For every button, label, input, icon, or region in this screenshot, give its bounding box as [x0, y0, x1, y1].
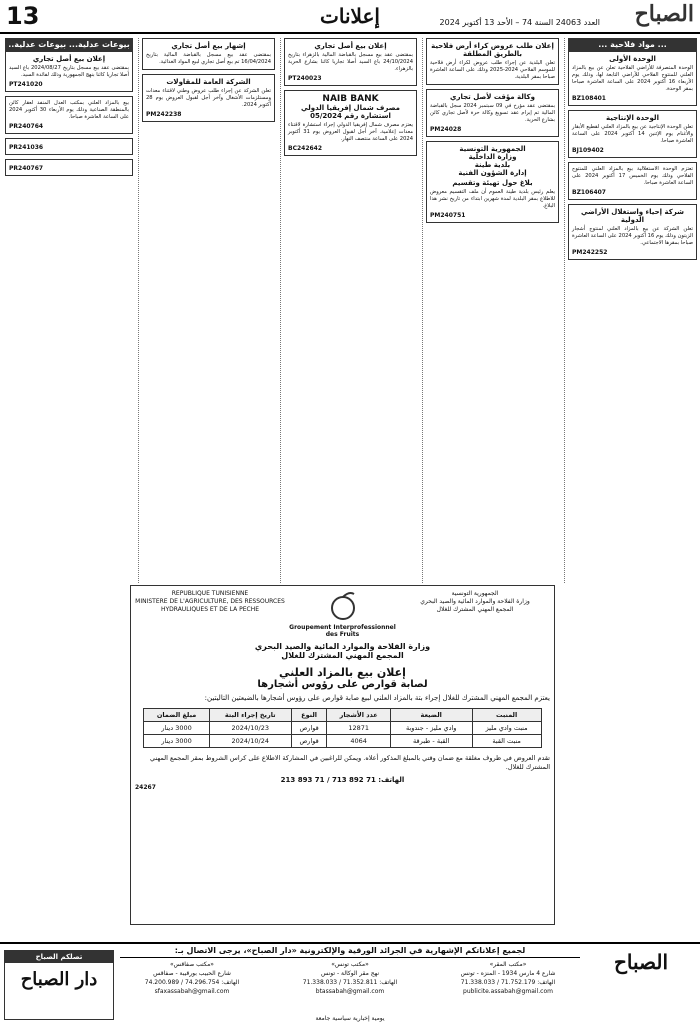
ad-ref: PM240751 [430, 212, 466, 219]
ad-title: إشهار بيع أصل تجاري [171, 42, 246, 50]
table-cell: قوارص [291, 735, 327, 748]
masthead [0, 0, 700, 34]
ad-ministry: وزارة الفلاحة والموارد المائية والصيد البحري المجمع المهني المشترك للغلال [254, 642, 431, 660]
ad-block [5, 96, 133, 134]
ad-block [5, 51, 133, 92]
gif-logo [288, 590, 398, 638]
ad-block [568, 110, 697, 158]
ad-block [568, 204, 697, 260]
office-hq: «مكتب المقر» شارع 4 مارس 1934 - المنزه - تونس الهاتف: 71.752.179 / 71.338.033 publicite.assabah@gmail.com [460, 961, 556, 995]
ad-subtitle: لصابة قوارص على رؤوس أشجارها [257, 679, 428, 690]
promo-bar: تصلكم الصباح [5, 951, 113, 963]
table-row [144, 735, 541, 748]
ad-block [568, 162, 697, 200]
ad-title: شركة إحياء واستغلال الأراضي الدولية [580, 208, 685, 224]
table-header: عدد الأشجار [327, 709, 390, 722]
bank-logo: NAIB BANK [322, 94, 379, 104]
ad-title: إعلان بيع بالمزاد العلني [279, 666, 406, 679]
ad-ref: PT241020 [9, 81, 43, 88]
column-header: ... مواد فلاحية ... [568, 38, 697, 51]
ad-body: تعتزم الوحدة الاستغلالية بيع بالمزاد العلني للمنتوج الفلاحي وذلك يوم الخميس 17 أكتوبر 2024 على الساعة العاشرة صباحا. [572, 166, 693, 186]
table-cell: 2024/10/23 [209, 722, 291, 735]
ad-ref: BJ109402 [572, 147, 604, 154]
column-header: بيوعات عدلية... بيوعات عدلية.. [5, 38, 133, 51]
ad-body: بمقتضى عقد مؤرخ في 09 سبتمبر 2024 سجل بالقباضة المالية تم إبرام عقد تسويغ وكالة حرة لأصل تجاري كائن بشارع الحرية. [430, 103, 556, 123]
ad-title: وكالة مؤقت لأصل تجاري [450, 93, 535, 101]
table-cell: منبت وادي مليز [472, 722, 541, 735]
ad-title: الجمهورية التونسية وزارة الداخلية بلدية طينة إدارة الشؤون الفنية [458, 145, 527, 177]
ad-body: تعلن الوحدة الإنتاجية عن بيع بالمزاد العلني لقطيع الأبقار والأغنام يوم الإثنين 14 أكتوبر 2024 على الساعة العاشرة صباحا. [572, 124, 693, 144]
header-right: الجمهورية التونسية وزارة الفلاحة والموارد المائية والصيد البحري المجمع المهني المشترك للغلال [420, 590, 530, 613]
footer-banner: لجميع إعلاناتكم الإشهارية في الجرائد الورقية والإلكترونية «دار الصباح»، يرجى الاتصال بـ: [120, 946, 580, 958]
table-cell: 2024/10/24 [209, 735, 291, 748]
ad-phone: الهاتف: 71 892 713 / 71 893 213 [280, 776, 405, 784]
fruit-logo-icon [323, 590, 363, 622]
ad-body: تعلن الشركة عن بيع بالمزاد العلني لمنتوج أشجار الزيتون وذلك يوم 16 أكتوبر 2024 على الساعة العاشرة صباحا بمقرها الاجتماعي. [572, 226, 693, 246]
ad-ref: PM24028 [430, 126, 462, 133]
ad-block [284, 38, 417, 86]
ad-body: بمقتضى عقد بيع مسجل بالقباضة المالية بتاريخ 16/04/2024 تم بيع أصل تجاري لبيع المواد الغذائية. [146, 52, 271, 65]
table-cell: 4064 [327, 735, 390, 748]
ad-title: الوحدة الإنتاجية [606, 114, 659, 122]
table-cell: قوارص [291, 722, 327, 735]
ad-block [426, 38, 559, 85]
newspaper-logo: الصباح [634, 1, 694, 27]
ad-body: بمقتضى عقد بيع مسجل بالقباضة المالية بالزهراء بتاريخ 24/10/2024 باع السيد أصلا تجاريا كائنا بشارع الحرية بالزهراء. [288, 52, 413, 72]
issue-line: العدد 24063 السنة 74 – الأحد 13 أكتوبر 2024 [439, 18, 600, 27]
ad-conditions: تقدم العروض في ظروف مغلقة مع ضمان وقتي بالمبلغ المذكور أعلاه. ويمكن للراغبين في المشاركة الاطلاع على كراس الشروط بمقر المجمع المهني المشترك للغلال. [150, 754, 550, 771]
table-row [144, 722, 541, 735]
ad-subtitle: بلاغ حول تهيئة وتقسيم [452, 179, 533, 187]
footer [0, 942, 700, 1024]
table-cell: 12871 [327, 722, 390, 735]
ad-ref: BC242642 [288, 145, 323, 152]
ad-block [568, 51, 697, 106]
column-3 [280, 38, 420, 583]
ad-title: الوحدة الأولى [609, 55, 656, 63]
ad-body: تعلن الشركة عن إجراء طلب عروض وطني لاقتناء معدات ومستلزمات الأشغال وآخر أجل لقبول العروض يوم 28 أكتوبر 2024. [146, 88, 271, 108]
column-4 [138, 38, 278, 583]
table-header: مبلغ الضمان [144, 709, 209, 722]
ad-body: بمقتضى عقد بيع مسجل بتاريخ 2024/08/27 باع السيد أصلا تجاريا كائنا بنهج الجمهورية وذلك لفائدة السيد. [9, 65, 129, 78]
ad-ref: PR241036 [9, 144, 44, 151]
ad-ref: PR240767 [9, 165, 44, 172]
ad-ref: PM242238 [146, 111, 182, 118]
column-agri [564, 38, 700, 583]
header-left: REPUBLIQUE TUNISIENNE MINISTERE DE L'AGRICULTURE, DES RESSOURCES HYDRAULIQUES ET DE LA PECHE [135, 590, 285, 613]
ad-body: يعتزم مصرف شمال إفريقيا الدولي إجراء استشارة لاقتناء معدات إعلامية. آخر أجل لقبول العروض يوم 31 أكتوبر 2024 على الساعة منتصف النهار. [288, 122, 413, 142]
ad-ref: 24267 [135, 784, 156, 791]
ad-body: تعلن البلدية عن إجراء طلب عروض لكراء أرض فلاحية للموسم الفلاحي 2024-2025 وذلك على الساعة العاشرة صباحا بمقر البلدية. [430, 60, 555, 80]
ad-block [426, 141, 559, 223]
table-header: المنبت [472, 709, 541, 722]
table-header: النوع [291, 709, 327, 722]
ad-block [142, 38, 275, 70]
ad-header [135, 590, 550, 638]
ad-title: الشركة العامة للمقاولات [166, 78, 251, 86]
table-cell: وادي مليز - جندوبة [390, 722, 472, 735]
promo-logo: دار الصباح [20, 969, 98, 990]
ad-title: مصرف شمال إفريقيا الدولي استشارة رقم 05/2024 [301, 104, 400, 120]
table-cell: 3000 دينار [144, 735, 209, 748]
ad-title: إعلان طلب عروض كراء أرض فلاحية بالطريق المطلقة [431, 42, 554, 58]
ad-title: إعلان بيع أصل تجاري [314, 42, 387, 50]
logo-text: Groupement Interprofessionnel des Fruits [289, 624, 396, 638]
ad-ref: PM242252 [572, 249, 608, 256]
ad-block [284, 90, 417, 156]
fruit-auction-ad [130, 585, 555, 925]
ad-body: بيع بالمزاد العلني بمكتب العدل المنفذ لعقار كائن بالمنطقة الصناعية وذلك يوم الأربعاء 30 أكتوبر 2024 على الساعة العاشرة صباحا. [9, 100, 129, 120]
ad-block [5, 159, 133, 176]
office-sfax: «مكتب صفاقس» شارع الحبيب بورقيبة - صفاقس الهاتف: 74.296.754 / 74.200.989 sfaxassabah@gmail.com [144, 961, 240, 995]
page-number: 13 [6, 2, 40, 30]
table-header: تاريخ إجراء البتة [209, 709, 291, 722]
footer-logo: الصباح [613, 950, 669, 974]
ad-block [426, 89, 559, 137]
ad-ref: BZ108401 [572, 95, 606, 102]
ad-ref: BZ106407 [572, 189, 606, 196]
table-cell: منبت القبة [472, 735, 541, 748]
ad-title: إعلان بيع أصل تجاري [32, 55, 106, 63]
column-2 [422, 38, 562, 583]
ad-body: الوحدة المتصرفة للأراضي الفلاحية تعلن عن بيع بالمزاد العلني للمنتوج الفلاحي للأراضي التابعة لها، وذلك يوم الأربعاء 16 أكتوبر 2024 على الساعة العاشرة صباحا بمقر الوحدة. [572, 65, 693, 92]
ad-intro: يعتزم المجمع المهني المشترك للغلال إجراء بتة بالمزاد العلني لبيع صابة قوارص على رؤوس أشجارها بالضيعتين التاليتين: [204, 694, 550, 702]
table-header: الضيعة [390, 709, 472, 722]
ad-ref: PT240023 [288, 75, 322, 82]
ad-block [5, 138, 133, 155]
ad-ref: PR240764 [9, 123, 44, 130]
office-tunis: «مكتب تونس» نهج مقر الوكالة - تونس الهاتف: 71.352.811 / 71.338.033 btassabah@gmail.com [302, 961, 398, 995]
table-cell: 3000 دينار [144, 722, 209, 735]
ad-block [142, 74, 275, 122]
auction-table [143, 708, 541, 748]
footer-tagline: يومية إخبارية سياسية جامعة [315, 1015, 385, 1022]
ad-body: يعلم رئيس بلدية طينة العموم أن ملف التقسيم معروض للاطلاع بمقر البلدية لمدة شهرين ابتداء من تاريخ نشر هذا البلاغ. [430, 189, 555, 209]
footer-promo [4, 950, 114, 1020]
table-cell: القبة - طبرقة [390, 735, 472, 748]
section-title: إعلانات [320, 4, 380, 28]
column-judicial [2, 38, 136, 938]
